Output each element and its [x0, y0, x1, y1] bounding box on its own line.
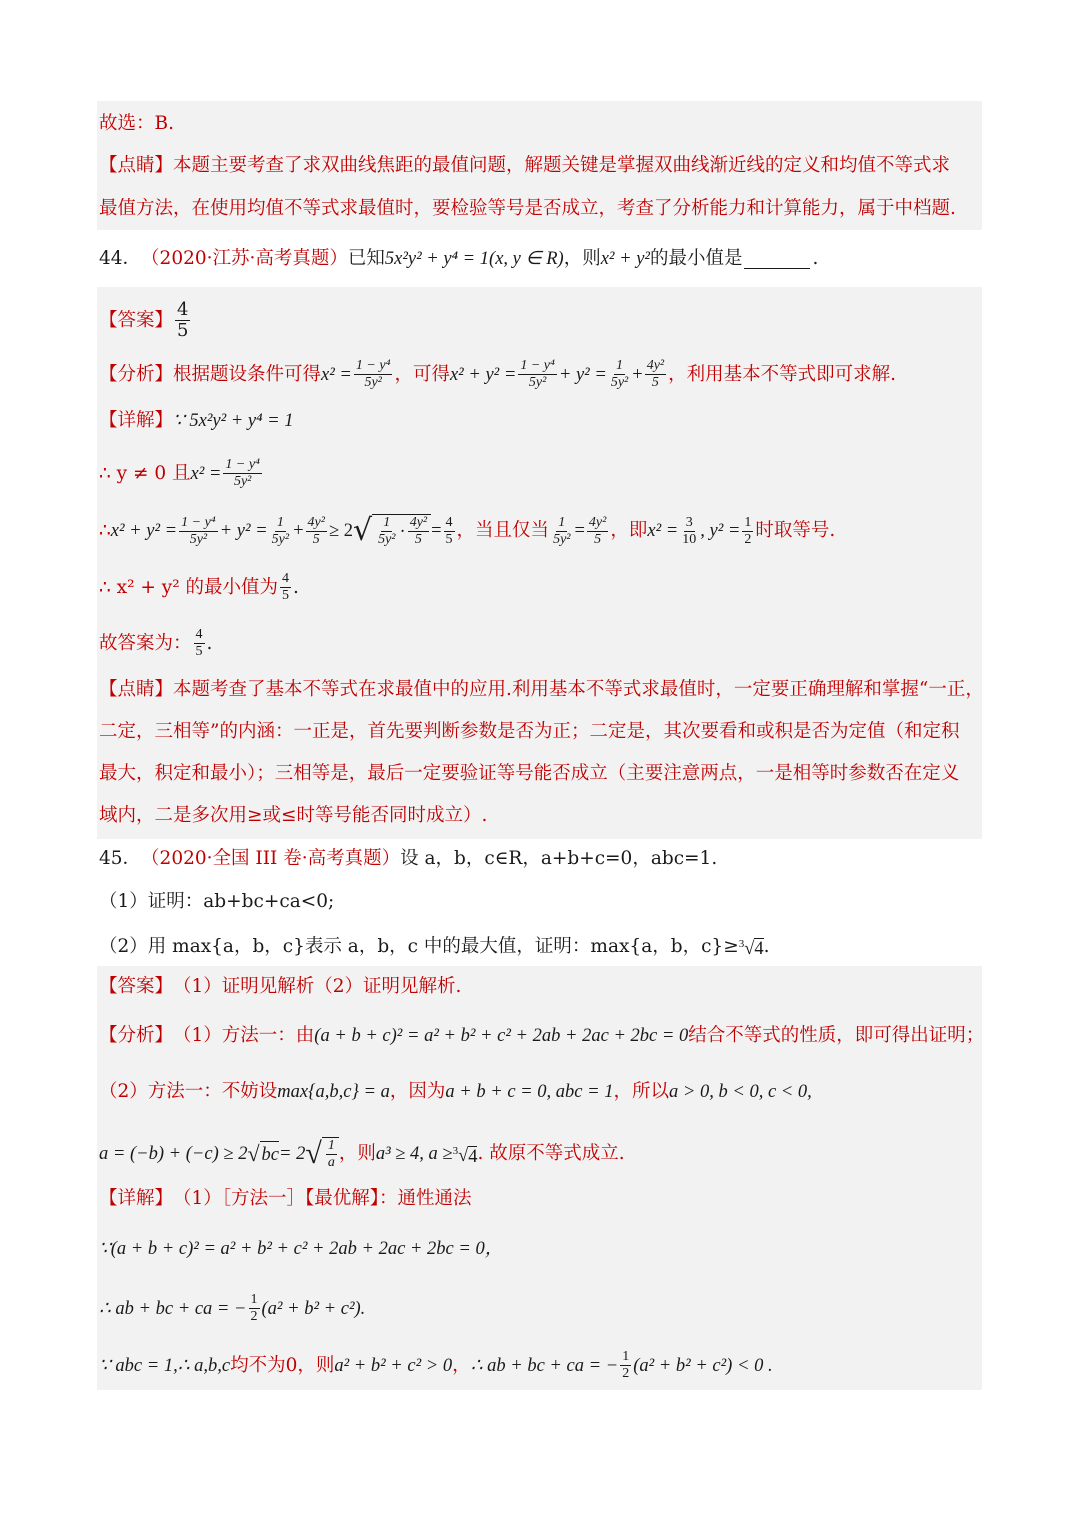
q44-detail-1: 【详解】 ∵ 5x²y² + y⁴ = 1	[99, 410, 294, 431]
sqrt-symbol: √ $\frac{1}{\text{5y²}}$ · $\frac{\text{4y²}}{5}$	[353, 514, 431, 548]
q44-comment-4: 域内，二是多次用≥或≤时等号能否同时成立）.	[99, 805, 488, 826]
q45-detail-head: 【详解】 （1）［方法一］【最优解】：通性通法	[99, 1188, 472, 1209]
comment-line-1: 【点睛】 本题主要考查了求双曲线焦距的最值问题，解题关键是掌握双曲线渐近线的定义和均值不等式求	[99, 155, 951, 176]
q44-detail-4: ∴ x² + y² 的最小值为 $\frac{4}{5}$ .	[99, 571, 299, 603]
q44-final-answer: 故答案为： $\frac{4}{5}$ .	[99, 627, 213, 659]
question-45-part1: （1）证明：ab+bc+ca<0;	[99, 891, 335, 912]
question-45-stem: 45． （2020·全国 III 卷·高考真题） 设 a，b，c∈R，a+b+c=0，abc=1.	[99, 848, 718, 869]
question-45-part2: （2）用 max{a，b，c}表示 a，b，c 中的最大值，证明：max{a，b，c}≥ $^3$√4 .	[99, 935, 770, 960]
comment-line-2: 最值方法，在使用均值不等式求最值时，要检验等号是否成立，考查了分析能力和计算能力，属于中档题.	[99, 198, 956, 219]
q45-analysis-3: a = (−b) + (−c) ≥ 2 √ bc = 2 √ $\frac{1}{a}$ ，则 a³ ≥ 4, a ≥ $^3$√4 . 故原不等式成立.	[99, 1137, 625, 1170]
q44-answer: 【答案】 $\frac{4}{5}$	[99, 299, 189, 341]
q45-analysis-1: 【分析】 （1）方法一：由 (a + b + c)² = a² + b² + c² + 2ab + 2ac + 2bc = 0 结合不等式的性质，即可得出证明；	[99, 1025, 985, 1046]
q44-analysis: 【分析】 根据题设条件可得 x² = $\frac{\text{1 − y⁴}}{\text{5y²}}$ ，可得 x² + y² = $\frac{\text{1 − y⁴}}{\text{5y²}}$ + y² = $\frac{1}{\text{5y²}}$ + $\frac{\text{4y²}}{5}$ ，利用基本不等式即可求解.	[99, 358, 896, 390]
q45-detail-2: ∴ ab + bc + ca = − $\frac{1}{2}$ (a² + b² + c²).	[99, 1292, 366, 1324]
q44-detail-3: ∴ x² + y² = $\frac{\text{1 − y⁴}}{\text{5y²}}$ + y² = $\frac{1}{\text{5y²}}$ + $\frac{\text{4y²}}{5}$ ≥ 2 √ $\frac{1}{\text{5y²}}$ · $\frac{\text{4y²}}{5}$ = $\frac{4}{5}$ ，当且仅当 $\frac{1}{\text{5y²}}$ = $\frac{\text{4y²}}{5}$ ，即 x² = $\frac{3}{10}$ , y² = $\frac{1}{2}$ 时取等号.	[99, 513, 836, 548]
q44-comment-3: 最大，积定和最小）；三相等是，最后一定要验证等号能否成立（主要注意两点，一是相等时参数否在定义	[99, 763, 960, 784]
q44-comment-2: 二定，三相等”的内涵：一正是，首先要判断参数是否为正；二定是，其次要看和或积是否为定值（和定积	[99, 721, 960, 742]
q44-detail-2: ∴ y ≠ 0 且 x² = $\frac{\text{1 − y⁴}}{\text{5y²}}$	[99, 457, 260, 489]
question-44-stem: 44． （2020·江苏·高考真题） 已知 5x²y² + y⁴ = 1(x, y ∈ R) ，则 x² + y² 的最小值是 .	[99, 248, 819, 269]
q45-detail-3: ∵ abc = 1,∴ a,b,c 均不为0，则 a² + b² + c² > 0 ， ∴ ab + bc + ca = − $\frac{1}{2}$ (a² + b² + c²) < 0 .	[99, 1349, 773, 1381]
q45-answer: 【答案】 （1）证明见解析（2）证明见解析.	[99, 976, 462, 997]
q44-comment-1: 【点睛】 本题考查了基本不等式在求最值中的应用.利用基本不等式求最值时，一定要正确理解和掌握“一正，	[99, 679, 984, 700]
answer-blank	[744, 250, 810, 269]
q45-detail-1: ∵(a + b + c)² = a² + b² + c² + 2ab + 2ac + 2bc = 0，	[99, 1239, 504, 1259]
q45-analysis-2: （2）方法一：不妨设 max{a,b,c} = a ，因为 a + b + c = 0, abc = 1 ，所以 a > 0, b < 0, c < 0,	[99, 1081, 812, 1102]
answer-choice: 故选：B.	[99, 113, 174, 134]
